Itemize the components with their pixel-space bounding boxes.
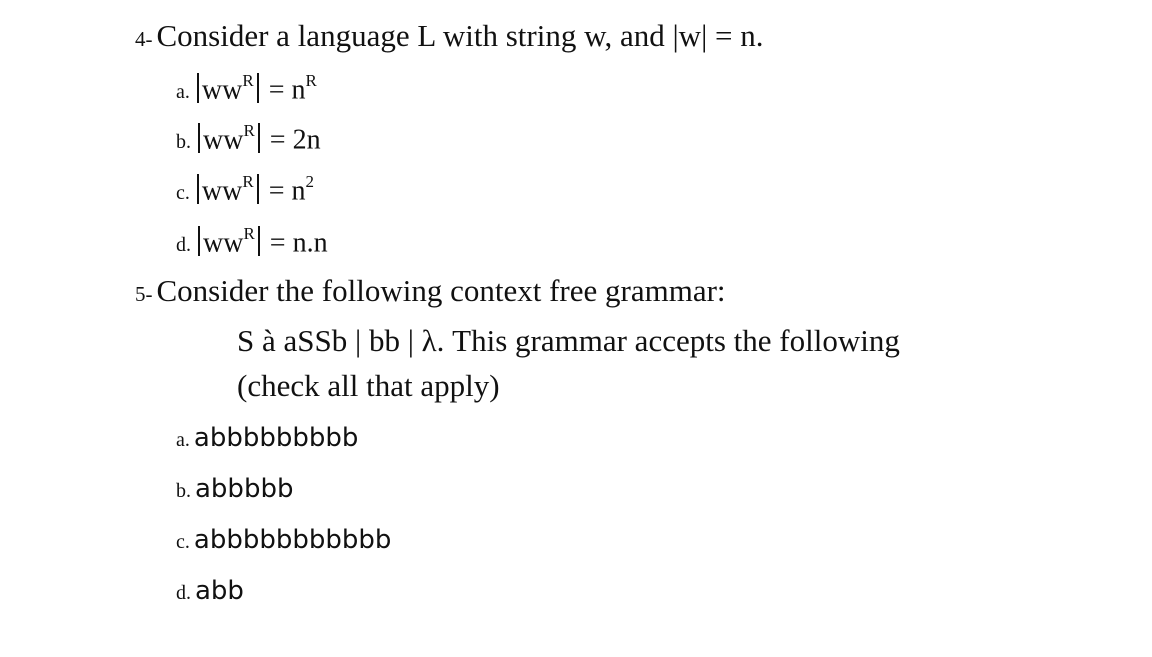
q4-option-c: [176, 174, 314, 207]
question-4-text: Consider a language L with string w, and |w| = n.: [156, 18, 764, 53]
option-text: abbbbbbbbb: [193, 423, 359, 453]
option-lhs: ww: [201, 74, 243, 106]
abs-bar-left: [198, 226, 200, 256]
abs-bar-right: [258, 123, 260, 153]
option-rhs: n.n: [292, 227, 328, 259]
option-label: b.: [176, 131, 191, 154]
q5-option-b: [176, 473, 293, 505]
option-label: c.: [176, 182, 190, 205]
option-equals: =: [268, 74, 292, 106]
option-label: a.: [176, 429, 190, 451]
abs-bar-right: [257, 73, 259, 103]
option-label: a.: [176, 81, 190, 104]
q5-option-a: [176, 422, 358, 454]
option-lhs: ww: [203, 124, 244, 156]
option-rhs: 2n: [292, 124, 321, 156]
abs-bar-right: [257, 174, 259, 204]
abs-bar-right: [258, 226, 260, 256]
option-text: abb: [195, 576, 244, 606]
abs-bar-left: [197, 174, 199, 204]
option-label: b.: [176, 480, 191, 502]
q4-option-b: [176, 123, 321, 156]
option-rhs-superscript: 2: [305, 172, 314, 191]
option-lhs-superscript: R: [243, 224, 255, 243]
option-rhs-superscript: R: [305, 71, 317, 90]
option-text: abbbbbbbbbbb: [193, 525, 392, 555]
option-lhs: ww: [201, 175, 243, 207]
option-label: d.: [176, 582, 191, 604]
option-rhs: n: [291, 74, 306, 106]
option-lhs-superscript: R: [243, 121, 255, 140]
option-equals: =: [269, 227, 293, 259]
question-4-number: 4-: [135, 27, 153, 51]
q5-option-d: [176, 575, 244, 607]
option-text: abbbbb: [195, 474, 294, 504]
question-5-text: Consider the following context free grammar:: [156, 273, 726, 308]
option-lhs-superscript: R: [242, 71, 254, 90]
abs-bar-left: [198, 123, 200, 153]
q4-option-a: [176, 73, 317, 106]
question-5-number: 5-: [135, 282, 153, 306]
q4-option-d: [176, 226, 328, 259]
abs-bar-left: [197, 73, 199, 103]
option-lhs: ww: [203, 227, 244, 259]
question-4: [135, 18, 764, 54]
question-5: [135, 273, 726, 309]
option-equals: =: [269, 124, 293, 156]
q5-option-c: [176, 524, 391, 556]
option-rhs: n: [291, 175, 306, 207]
grammar-rule: S à aSSb | bb | λ. This grammar accepts the following: [237, 323, 900, 358]
option-label: d.: [176, 234, 191, 257]
option-label: c.: [176, 531, 190, 553]
option-equals: =: [268, 175, 292, 207]
option-lhs-superscript: R: [242, 172, 254, 191]
grammar-instruction: (check all that apply): [237, 368, 500, 403]
